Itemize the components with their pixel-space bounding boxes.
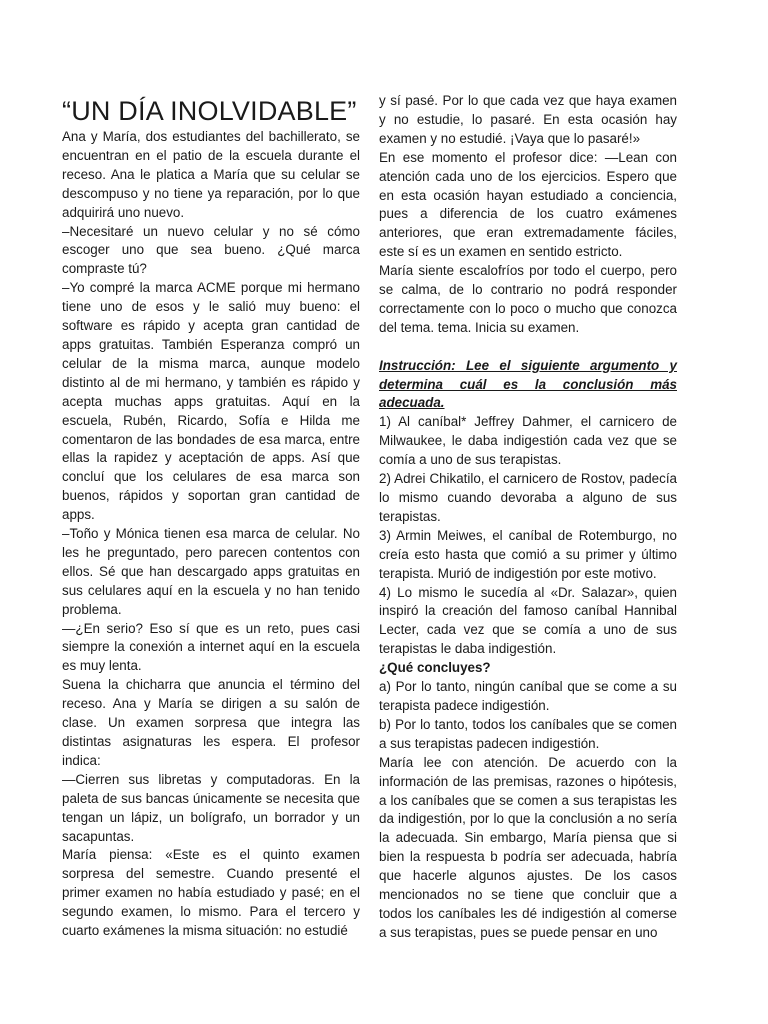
argument-item: 4) Lo mismo le sucedía al «Dr. Salazar», quien inspiró la creación del famoso caníbal Hannibal Lecter, cada vez que se comía a uno de sus terapistas le daba indigestión. <box>379 584 677 657</box>
paragraph: María lee con atención. De acuerdo con la información de las premisas, razones o hipótesis, a los caníbales que se comen a sus terapistas les da indigestión, por lo que la conclusión a no sería la adecuada. Sin embargo, María piensa que si bien la respuesta b podría ser adecuada, habría que hacerle algunos ajustes. De los casos mencionados no se tiene que concluir que a todos los caníbales les dé indigestión al comerse a sus terapistas, pues se puede pensar en uno <box>379 754 677 940</box>
answer-option: b) Por lo tanto, todos los caníbales que se comen a sus terapistas padecen indigestión. <box>379 716 677 751</box>
paragraph: —Cierren sus libretas y computadoras. En la paleta de sus bancas únicamente se necesita que tengan un lápiz, un bolígrafo, un borrador y un sacapuntas. <box>62 771 360 844</box>
argument-item: 3) Armin Meiwes, el caníbal de Rotemburgo, no creía esto hasta que comió a su primer y último terapista. Murió de indigestión por este motivo. <box>379 527 677 581</box>
paragraph: y sí pasé. Por lo que cada vez que haya examen y no estudie, lo pasaré. En esta ocasión hay examen y no estudié. ¡Vaya que lo pasaré!» <box>379 93 677 146</box>
paragraph: María piensa: «Este es el quinto examen sorpresa del semestre. Cuando presenté el primer examen no había estudiado y pasé; en el segundo examen, lo mismo. Para el tercero y cuarto exámenes la misma situación: no estudié <box>62 847 360 939</box>
right-column <box>379 92 677 943</box>
paragraph: —¿En serio? Eso sí que es un reto, pues casi siempre la conexión a internet aquí en la escuela es muy lenta. <box>62 620 360 674</box>
paragraph: Ana y María, dos estudiantes del bachillerato, se encuentran en el patio de la escuela durante el receso. Ana le platica a María que su celular se descompuso y no tiene ya reparación, por lo que adquirirá uno nuevo. <box>62 129 360 220</box>
argument-item: 1) Al caníbal* Jeffrey Dahmer, el carnicero de Milwaukee, le daba indigestión cada vez que se comía a uno de sus terapistas. <box>379 414 677 468</box>
paragraph: –Necesitaré un nuevo celular y no sé cómo escoger uno que sea bueno. ¿Qué marca compraste tú? <box>62 223 360 277</box>
instruction-heading: Instrucción: Lee el siguiente argumento y determina cuál es la conclusión más adecuada. <box>379 357 677 411</box>
paragraph: Suena la chicharra que anuncia el término del receso. Ana y María se dirigen a su salón de clase. Un examen sorpresa que integra las distintas asignaturas les espera. El profesor indica: <box>62 677 360 768</box>
story-title: “UN DÍA INOLVIDABLE” <box>62 96 357 126</box>
left-column <box>62 0 360 941</box>
paragraph: En ese momento el profesor dice: —Lean con atención cada uno de los ejercicios. Espero que en esta ocasión hayan estudiado a conciencia, pues a diferencia de los cuatro exámenes anteriores, que eran extremadamente fáciles, este sí es un examen en sentido estricto. <box>379 149 677 260</box>
paragraph: –Toño y Mónica tienen esa marca de celular. No les he preguntado, pero parecen contentos con ellos. Sé que han descargado apps gratuitas en sus celulares aquí en la escuela y no han tenido problema. <box>62 526 360 617</box>
argument-item: 2) Adrei Chikatilo, el carnicero de Rostov, padecía lo mismo cuando devoraba a alguno de sus terapistas. <box>379 471 677 524</box>
paragraph: –Yo compré la marca ACME porque mi hermano tiene uno de esos y le salió muy bueno: el software es rápido y acepta gran cantidad de apps gratuitas. También Esperanza compró un celular de la misma marca, aunque modelo distinto al de mi hermano, y también es rápido y acepta muchas apps gratuitas. Aquí en la escuela, Rubén, Ricardo, Sofía e Hilda me comentaron de las bondades de esa marca, entre ellas la rapidez y aceptación de apps. Así que concluí que los celulares de esa marca son buenos, rápidos y soportan gran cantidad de apps. <box>62 280 360 523</box>
question-heading: ¿Qué concluyes? <box>379 660 491 676</box>
answer-option: a) Por lo tanto, ningún caníbal que se come a su terapista padece indigestión. <box>379 679 677 713</box>
spacer <box>379 338 677 357</box>
paragraph: María siente escalofríos por todo el cuerpo, pero se calma, de lo contrario no podrá responder correctamente con lo poco o mucho que conozca del tema. tema. Inicia su examen. <box>379 263 677 335</box>
